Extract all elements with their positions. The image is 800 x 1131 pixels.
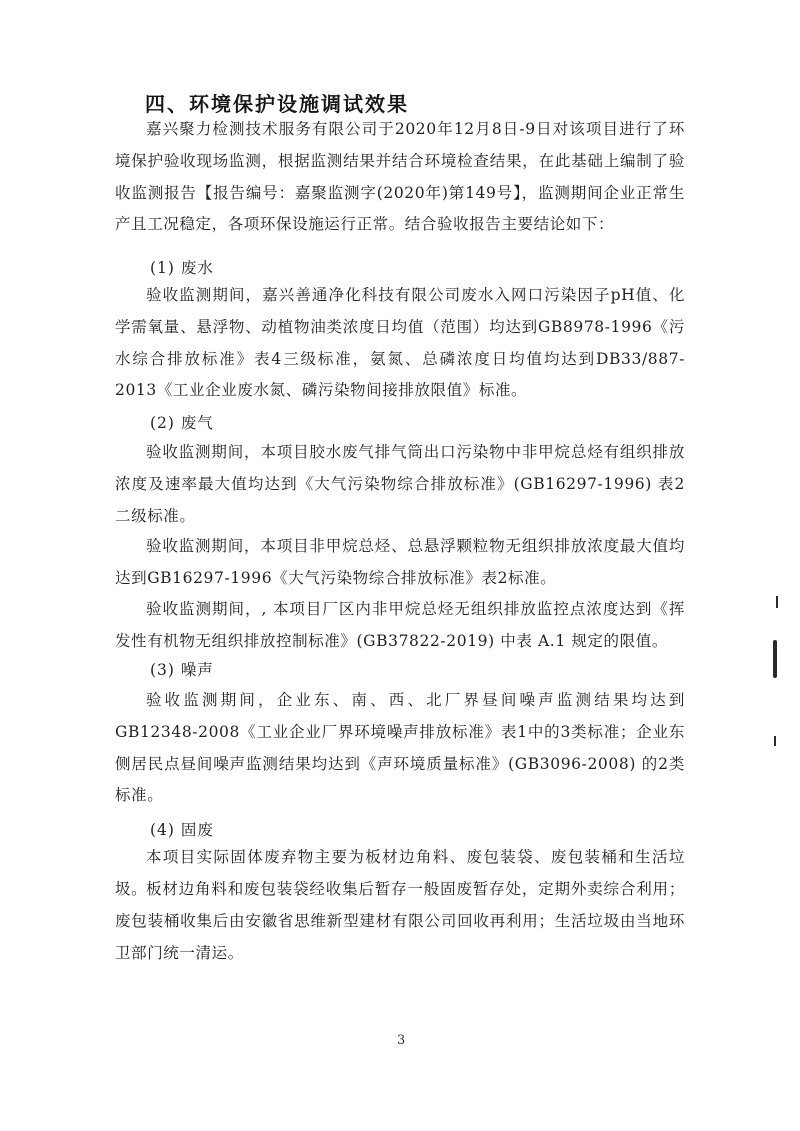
exhaust-title: (2) 废气 (150, 414, 214, 432)
solid-waste-paragraph-1: 本项目实际固体废弃物主要为板材边角料、废包装袋、废包装桶和生活垃圾。 (115, 848, 685, 898)
intro-paragraph: 嘉兴聚力检测技术服务有限公司于2020年12月8日-9日对该项目进行了环境保护验收现场监测，根据监测结果并结合环境检查结果，在此基础上编制了验收监测报告【报告编号：嘉聚监测字(2020年)第149号】，监测期间企业正常生产且工况稳定，各项环保设施运行正常。结合验收报告主要结论如下： (115, 120, 685, 234)
scan-artifact (776, 596, 778, 608)
scan-artifact (773, 640, 777, 678)
noise-paragraph: 验收监测期间，企业东、南、西、北厂界昼间噪声监测结果均达到GB12348-2008《工业企业厂界环境噪声排放标准》表1中的3类标准；企业东侧居民点昼间噪声监测结果均达到《声环境质量标准》(GB3096-2008) 的2类标准。 (115, 691, 685, 805)
exhaust-paragraph-3: 验收监测期间，, 本项目厂区内非甲烷总烃无组织排放监控点浓度达到《挥发性有机物无组织排放控制标准》(GB37822-2019) 中表 A.1 规定的限值。 (115, 600, 685, 650)
scan-artifact (774, 736, 776, 746)
exhaust-paragraph-2: 验收监测期间，本项目非甲烷总烃、总悬浮颗粒物无组织排放浓度最大值均达到GB16297-1996《大气污染物综合排放标准》表2标准。 (115, 537, 685, 587)
solid-waste-paragraph-2: 板材边角料和废包装袋经收集后暂存一般固废暂存处，定期外卖综合利用；废包装桶收集后由安徽省思维新型建材有限公司回收再利用；生活垃圾由当地环卫部门统一清运。 (115, 880, 685, 962)
wastewater-title: (1) 废水 (150, 259, 214, 277)
section-heading: 四、环境保护设施调试效果 (145, 92, 409, 116)
exhaust-paragraph-1: 验收监测期间，本项目胶水废气排气筒出口污染物中非甲烷总烃有组织排放浓度及速率最大值均达到《大气污染物综合排放标准》(GB16297-1996) 表2二级标准。 (115, 443, 685, 525)
solid-waste-title: (4) 固废 (150, 821, 214, 839)
noise-title: (3) 噪声 (150, 661, 214, 679)
wastewater-paragraph: 验收监测期间，嘉兴善通净化科技有限公司废水入网口污染因子pH值、化学需氧量、悬浮物、动植物油类浓度日均值（范围）均达到GB8978-1996《污水综合排放标准》表4三级标准，氨氮、总磷浓度日均值均达到DB33/887-2013《工业企业废水氮、磷污染物间接排放限值》标准。 (115, 286, 685, 400)
page-number: 3 (397, 1033, 406, 1048)
